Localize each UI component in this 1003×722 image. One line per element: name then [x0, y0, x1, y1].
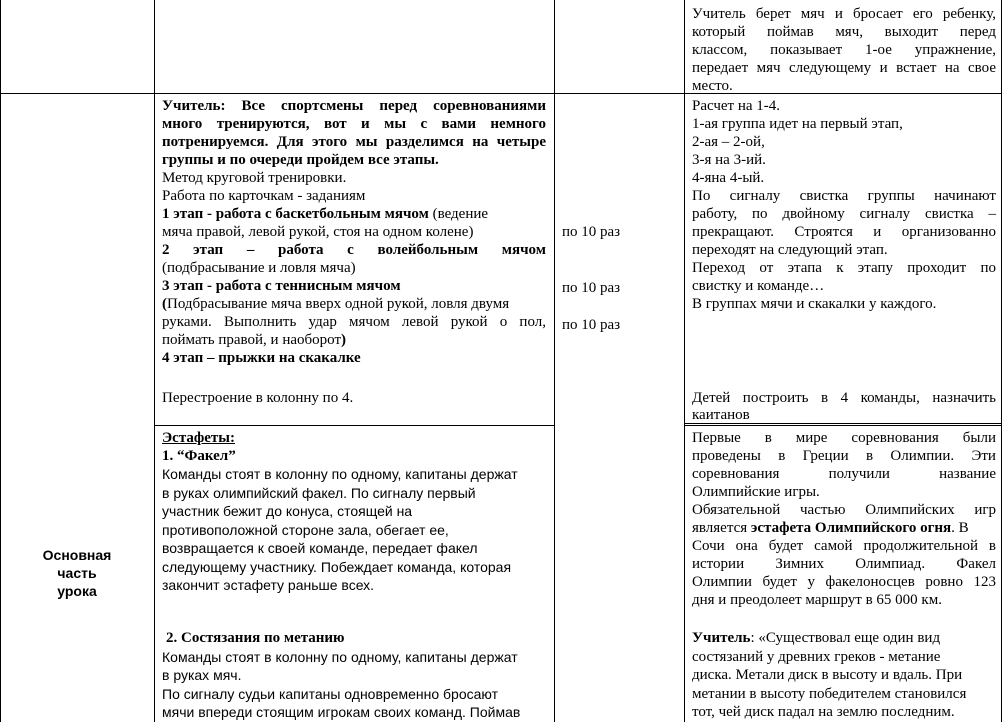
- text-line: дня и преодолеет маршрут в 65 000 км.: [692, 592, 942, 608]
- word: название: [939, 466, 996, 482]
- text-line: В группах мячи и скакалки у каждого.: [692, 296, 937, 312]
- stage-4-title: 4 этап – прыжки на скакалке: [162, 350, 361, 366]
- text-line: в руках мяч.: [162, 667, 242, 683]
- text-line: передает мяч следующему и встает на свое: [692, 60, 996, 76]
- torch-relay-term: эстафета Олимпийского огня: [750, 520, 952, 536]
- row-divider-2: [154, 425, 555, 426]
- word: Греции: [802, 448, 849, 464]
- word: с: [347, 242, 354, 258]
- word: в: [764, 430, 772, 446]
- cards-text: Работа по карточкам - заданиям: [162, 188, 366, 204]
- text-line: переходят на следующий этап.: [692, 242, 888, 258]
- text-line: Олимпийские игры.: [692, 484, 820, 500]
- table-border-left: [0, 0, 1, 722]
- stage-1-title: 1 этап - работа с баскетбольным мячом: [162, 206, 429, 222]
- text-line: каитанов: [692, 407, 750, 423]
- relays-heading: Эстафеты:: [162, 430, 235, 446]
- word: этап: [193, 242, 224, 258]
- dosage-text: по 10 раз: [562, 224, 621, 240]
- word: проведены: [692, 448, 761, 464]
- text-line: Детей построить в 4 команды, назначить: [692, 390, 996, 406]
- table-border-right: [1001, 0, 1002, 722]
- text-line: метании в высоту победителем становился: [692, 686, 967, 702]
- text-line: закончит эстафету раньше всех.: [162, 577, 375, 593]
- text-line: тот, чей диск падал на землю последним.: [692, 704, 955, 720]
- stage-1-line: [162, 205, 488, 223]
- dosage-text: по 10 раз: [562, 280, 621, 296]
- text-line: диска. Метали диск в высоту и вдаль. При: [692, 667, 963, 683]
- row-divider-2b: [684, 425, 1002, 426]
- stage-3-line4: [162, 331, 346, 349]
- text-line: работу, по двойному сигналу свистка –: [692, 206, 996, 222]
- text-line: Переход от этапа к этапу проходит по: [692, 260, 996, 276]
- stage-1-line2: мяча правой, левой рукой, стоя на одном колене): [162, 224, 474, 240]
- word: мире: [795, 430, 828, 446]
- text-line: мячи впереди стоящим игрокам своих команд. Поймав: [162, 704, 521, 720]
- text-span: : «Существовал еще один вид: [750, 630, 941, 646]
- stage-3-line2: [162, 295, 509, 313]
- teacher-intro-line: потренируемся. Для этого мы разделимся на четыре: [162, 134, 546, 150]
- word: в: [865, 448, 874, 464]
- text-line: место.: [692, 78, 733, 94]
- word: в: [778, 448, 786, 464]
- word: работа: [278, 242, 324, 258]
- text-line: прекращают. Строятся и организованно: [692, 224, 996, 240]
- relay-2-title: 2. Состязания по метанию: [166, 630, 345, 646]
- paren: (: [162, 296, 167, 312]
- text-line: Расчет на 1-4.: [692, 98, 781, 114]
- word: Олимпии.: [890, 448, 955, 464]
- word: Эти: [971, 448, 996, 464]
- teacher-intro-line: группы и по очереди пройдем все этапы.: [162, 152, 439, 168]
- text-span: является: [692, 520, 751, 536]
- text-line: [692, 465, 996, 483]
- stage-2-line: [162, 241, 546, 259]
- teacher-intro-line: много тренируются, вот и мы с вами немного: [162, 116, 546, 132]
- text-line: По сигналу свистка группы начинают: [692, 188, 996, 204]
- text-line: истории Зимних Олимпиад. Факел: [692, 556, 996, 572]
- section-label-line: часть: [57, 565, 97, 581]
- text-line: возвращается к своей команде, передает факел: [162, 540, 478, 556]
- stage-3-desc-end: поймать правой, и наоборот: [162, 332, 342, 348]
- text-line: свистку и команде…: [692, 278, 825, 294]
- text-span: . В: [951, 520, 969, 536]
- col-divider-1: [154, 0, 155, 722]
- text-line: 1-ая группа идет на первый этап,: [692, 116, 903, 132]
- text-line: Олимпии будет у факелоносцев ровно 123: [692, 574, 996, 590]
- col-divider-3: [684, 0, 685, 722]
- text-line: [692, 429, 996, 447]
- word: мячом: [501, 242, 546, 258]
- dosage-text: по 10 раз: [562, 317, 621, 333]
- section-label-line: Основная: [42, 547, 112, 563]
- text-line: [692, 519, 996, 537]
- section-label-line: урока: [57, 583, 97, 599]
- stage-3-desc: Подбрасывание мяча вверх одной рукой, ловля двумя: [167, 296, 510, 312]
- paren: ): [341, 332, 347, 348]
- text-line: в руках олимпийский факел. По сигналу первый: [162, 485, 476, 501]
- text-line: Команды стоят в колонну по одному, капитаны держат: [162, 649, 518, 665]
- text-line: противоположной стороне зала, обегает ее,: [162, 522, 449, 538]
- rebuild-text: Перестроение в колонну по 4.: [162, 390, 354, 406]
- text-line: состязаний у древних греков - метание: [692, 649, 941, 665]
- word: –: [246, 242, 255, 258]
- relay-1-title: 1. “Факел”: [162, 448, 236, 464]
- text-line: Обязательной частью Олимпийских игр: [692, 502, 996, 518]
- text-line: следующему участнику. Побеждает команда, которая: [162, 559, 512, 575]
- word: 2: [162, 242, 170, 258]
- method-text: Метод круговой тренировки.: [162, 170, 347, 186]
- teacher-intro-line: Учитель: Все спортсмены перед соревнованиями: [162, 98, 546, 114]
- text-line: 4-яна 4-ый.: [692, 170, 765, 186]
- text-line: [692, 629, 940, 647]
- stage-1-desc: (ведение: [428, 206, 489, 222]
- word: были: [962, 430, 996, 446]
- teacher-label: Учитель: [692, 630, 751, 646]
- word: соревнования: [692, 466, 780, 482]
- text-line: который поймав мяч, выходит перед: [692, 24, 996, 40]
- text-line: 2-ая – 2-ой,: [692, 134, 765, 150]
- text-line: Сочи она будет самой продолжительной в: [692, 538, 996, 554]
- text-line: [692, 447, 996, 465]
- word: Первые: [692, 430, 741, 446]
- word: получили: [828, 466, 890, 482]
- text-line: 3-я на 3-ий.: [692, 152, 766, 168]
- stage-3-title: 3 этап - работа с теннисным мячом: [162, 278, 401, 294]
- text-line: По сигналу судьи капитаны одновременно бросают: [162, 686, 498, 702]
- row-divider-1: [0, 93, 1002, 94]
- word: соревнования: [851, 430, 939, 446]
- stage-3-line3: руками. Выполнить удар мячом левой рукой о пол,: [162, 314, 546, 330]
- col-divider-2: [554, 0, 555, 722]
- text-line: Учитель берет мяч и бросает его ребенку,: [692, 6, 996, 22]
- text-line: классом, показывает 1-ое упражнение,: [692, 42, 996, 58]
- text-line: участник бежит до конуса, стоящей на: [162, 503, 413, 519]
- text-line: Команды стоят в колонну по одному, капитаны держат: [162, 466, 518, 482]
- word: волейбольным: [377, 242, 479, 258]
- stage-2-line2: (подбрасывание и ловля мяча): [162, 260, 356, 276]
